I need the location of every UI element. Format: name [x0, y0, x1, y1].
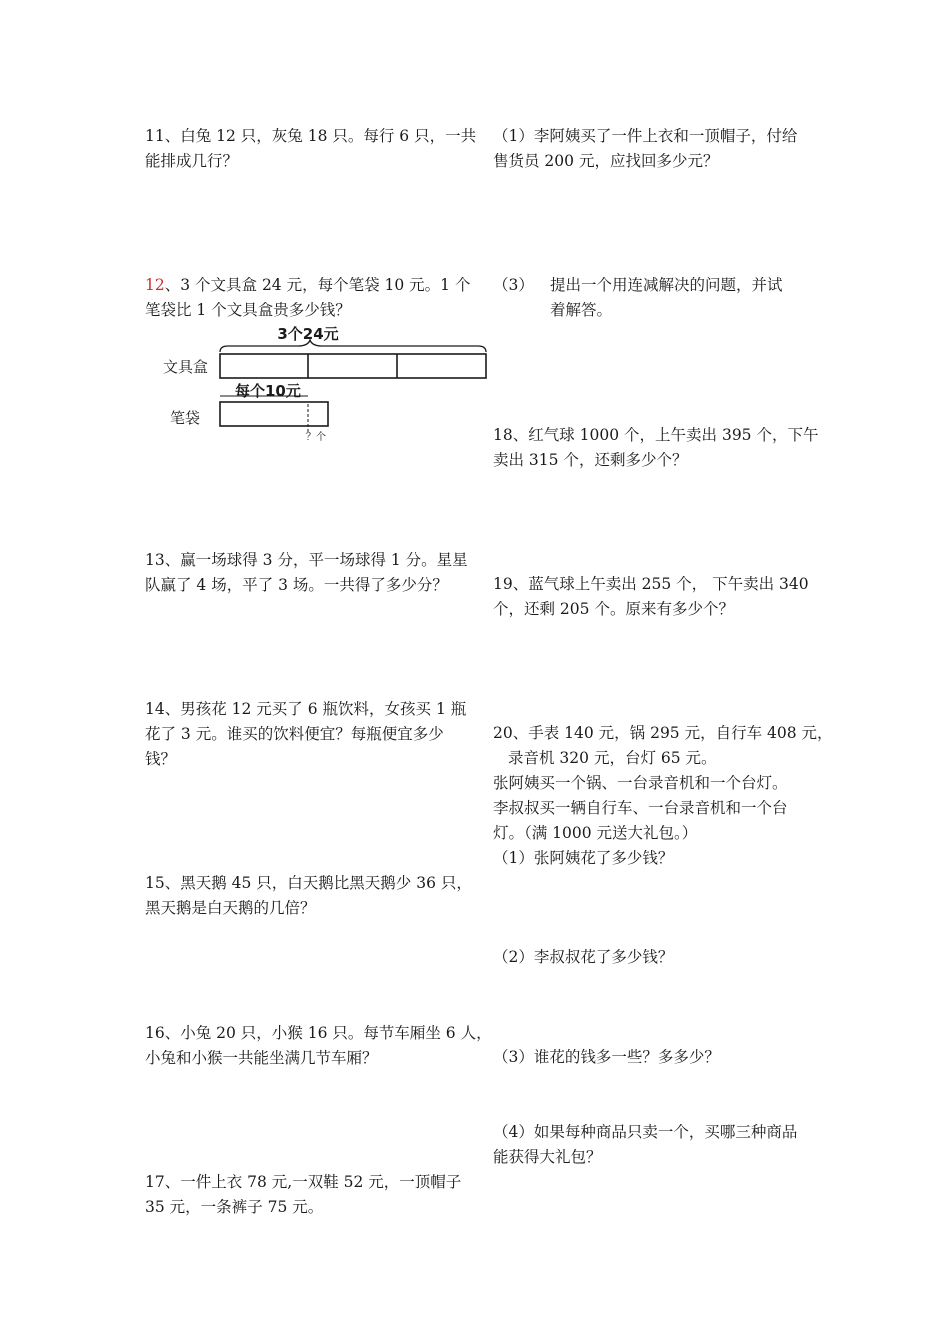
question-19	[493, 572, 809, 622]
diagram-pencil-bag-bar	[220, 402, 328, 426]
question-15-line: 黑天鹅是白天鹅的几倍？	[145, 899, 316, 917]
question-20-line: 灯。（满 1000 元送大礼包。）	[493, 824, 698, 842]
diagram-question-label: ？个	[306, 432, 326, 443]
question-17-line: 17、一件上衣 78 元,一双鞋 52 元，一顶帽子	[145, 1173, 462, 1191]
question-14	[145, 697, 466, 772]
question-17-part-3-number: （3）	[493, 276, 534, 294]
question-17-part-3-line: 着解答。	[550, 301, 613, 319]
question-17-part-1-line: 售货员 200 元，应找回多少元？	[493, 152, 719, 170]
question-15	[145, 871, 472, 921]
diagram-brace	[220, 340, 486, 352]
question-17-part-1	[493, 124, 797, 174]
question-19-line: 19、蓝气球上午卖出 255 个， 下午卖出 340	[493, 575, 809, 593]
question-19-line: 个，还剩 205 个。原来有多少个？	[493, 600, 734, 618]
segment-diagram	[158, 322, 498, 452]
question-12-line	[145, 273, 470, 298]
question-17-part-1-line: （1）李阿姨买了一件上衣和一顶帽子，付给	[493, 127, 798, 145]
question-20-part-4-line: （4）如果每种商品只卖一个，买哪三种商品	[493, 1123, 798, 1141]
question-12-number: 12	[145, 276, 165, 294]
question-13	[145, 548, 468, 598]
question-20-part-4	[493, 1120, 797, 1170]
question-20-line: 20、手表 140 元，锅 295 元，自行车 408 元，	[493, 724, 833, 742]
question-20-part-1: （1）张阿姨花了多少钱？	[493, 849, 674, 867]
question-14-line: 花了 3 元。谁买的饮料便宜？每瓶便宜多少	[145, 725, 444, 743]
question-20-part-3: （3）谁花的钱多一些？多多少？	[493, 1048, 720, 1066]
question-11-line: 能排成几行？	[145, 152, 239, 170]
question-18-line: 卖出 315 个，还剩多少个？	[493, 451, 688, 469]
question-18	[493, 423, 818, 473]
question-17-line: 35 元，一条裤子 75 元。	[145, 1198, 324, 1216]
diagram-total-label: 3个24元	[277, 325, 339, 343]
question-13-line: 队赢了 4 场，平了 3 场。一共得了多少分？	[145, 576, 448, 594]
question-17	[145, 1170, 461, 1220]
question-18-line: 18、红气球 1000 个，上午卖出 395 个，下午	[493, 426, 819, 444]
question-13-line: 13、赢一场球得 3 分，平一场球得 1 分。星星	[145, 551, 468, 569]
diagram-pencil-box-bar	[220, 354, 486, 378]
question-12-text: 、3 个文具盒 24 元，每个笔袋 10 元。1 个	[164, 276, 471, 294]
question-17-part-3	[493, 273, 783, 323]
question-16-line: 16、小兔 20 只，小猴 16 只。每节车厢坐 6 人，	[145, 1024, 492, 1042]
question-20	[493, 721, 833, 871]
diagram-row1-label: 文具盒	[163, 358, 209, 376]
question-15-line: 15、黑天鹅 45 只，白天鹅比黑天鹅少 36 只，	[145, 874, 472, 892]
question-17-part-3-line: 提出一个用连减解决的问题，并试	[550, 276, 783, 294]
question-14-line: 14、男孩花 12 元买了 6 瓶饮料，女孩买 1 瓶	[145, 700, 467, 718]
question-11	[145, 124, 476, 174]
question-16-line: 小兔和小猴一共能坐满几节车厢？	[145, 1049, 378, 1067]
question-14-line: 钱？	[145, 750, 177, 768]
question-11-line: 11、白兔 12 只，灰兔 18 只。每行 6 只，一共	[145, 127, 477, 145]
question-16	[145, 1021, 492, 1071]
question-20-line: 录音机 320 元，台灯 65 元。	[508, 749, 717, 767]
question-20-line: 张阿姨买一个锅、一台录音机和一个台灯。	[493, 774, 788, 792]
question-20-line: 李叔叔买一辆自行车、一台录音机和一个台	[493, 799, 788, 817]
diagram-row2-label: 笔袋	[170, 409, 201, 427]
question-20-part-4-line: 能获得大礼包？	[493, 1148, 602, 1166]
question-12	[145, 273, 470, 323]
question-12-line: 笔袋比 1 个文具盒贵多少钱？	[145, 301, 351, 319]
question-20-part-2: （2）李叔叔花了多少钱？	[493, 948, 674, 966]
diagram-each-label: 每个10元	[235, 382, 301, 400]
